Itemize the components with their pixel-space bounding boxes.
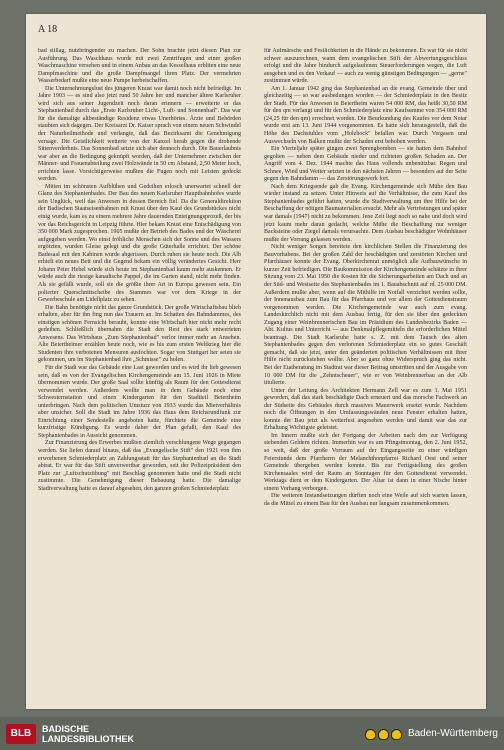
paragraph: Am 1. Januar 1942 ging das Stephanienbad an die evang. Gemeinde über und gleichzeitig — so war ausbedungen worden — der Schmiederplatz in den Besitz der Stadt. Für das Anwesen in Beiertheim waren 54 000 RM, das heißt 30,50 RM für den qm verlangt und für den Schmiederplatz eine Kaufsumme von 354 000 RM (24,25 für den qm) errechnet worden. Die Beurkundung des Kaufes vor dem Notar wurde erst am 13. Juni 1944 vorgenommen. Es hatte sich herausgestellt, daß die Höhe des Dachstuhles vom „Holzbock" befallen war. Durch Vergasen und Auswechseln von Balken mußte der Schaden erst behoben werden. [264, 85, 467, 145]
left-column [38, 48, 241, 696]
viewer-footer [0, 717, 504, 750]
lions-emblem-icon [365, 725, 403, 742]
partner-logo[interactable] [365, 725, 498, 742]
paragraph: Die weiteren Instandsetzungen dürften noch eine Weile auf sich warten lassen, da die Mittel zu einem Bau für den Ausbau nur langsam zusammenkommen. [264, 493, 467, 507]
paragraph: Im Innern mußte sich der Fortgang der Arbeiten nach den zur Verfügung stehenden Geldern richten. Immerhin war es am Pfingstmontag, den 2. Juni 1952, so weit, daß der große Vorraum auf der Eingangsseite zu einer würdigen Feierstunde dem Pfarrherrn der Melanchthonpfarrei Richard Oest und seiner Gemeinde übergeben werden konnte. Bis zur Fertigstellung des großen Kirchensaales wird der Raum an Sonntagen für den Gottesdienst verwendet. Werktags dient er dem Kindergarten. Der Altar ist dann in einer Nische hinter einem Vorhang verborgen. [264, 432, 467, 492]
paragraph: Ein Vierteljahr später gingen zwei Sprengbomben — sie hatten dem Bahnhof gegolten — neben dem Gebäude nieder und richteten großen Schaden an. Der Angriff vom 4. Dez. 1944 machte das Haus vollends unbenützbar. Regen und Schnee, Wind und Wetter setzten in den nächsten Jahren — besonders auf der Seite gegen den Bahndamm — das Zerstörungswerk fort. [264, 146, 467, 183]
paragraph: Für die Stadt war das Gebäude eine Last geworden und es wird ihr lieb gewesen sein, daß es von der Evangelischen Kirchengemeinde am 15. Juni 1926 in Miete übernommen wurde. Der große Saal sollte künftig als Raum für den Gottesdienst verwendet werden. Außerdem wollte man in dem Gebäude noch eine Schwesternstation und einen Kindergarten für den Stadtteil Beiertheim unterbringen. Nach dem politischen Umsturz von 1933 wurde das Mietverhältnis aber unsicher. Soll die Stadt im Jahre 1936 das Haus dem Reichsrundfunk zur Einrichtung einer Sendestelle angeboten hatte, fürchtete die Gemeinde eine kurzfristige Kündigung. Es wurde daher der Plan gefaßt, den Kauf des Stephanienbades in Aussicht genommen. [38, 364, 241, 439]
library-logo[interactable]: BLB [6, 724, 36, 744]
partner-name: Baden-Württemberg [407, 728, 498, 739]
paragraph: Nicht weniger Sorgen bereitete den kirchlichen Stellen die Finanzierung des Bauvorhabens. Bei der großen Zahl der beschädigten und zerstörten Kirchen und Pfarrhäuser konnte der Evang. Oberkirchenrat unmöglich alle Aufbauwünsche in kurzer Zeit befriedigen. Die Baukommission der Kirchengemeinde schätzte in ihrer Sitzung vom 23. Mai 1950 die Kosten für die Sicherungsarbeiten am Dach und an der Süd- und Westseite des Stephanienbades im 1. Bauabschnitt auf rd. 25 000 DM. Außerdem mußte aber, wenn auf die Mithilfe im Notfall verzichtet werden sollte, der Innenausbau zum Bau für das Pfarrhaus und vor allem der Gottesdienstraum vorgenommen werden. Die Kirchengemeinde war auch zum evang. Landeskirchlich nicht mit dem Ausbau fertig, für den sie über den gedeckten Zugang einer Weinbrennerischen Bau im Präsidium des Landesbezirks Baden — Abt. Kultus und Unterricht — aus Denkmalpflegemitteln die erforderlichen Mittel beantragt. Die Stadt Karlsruhe hatte s. Z. mit dem Tausch des alten Stephanienbades gegen den verlorenen Schmiederplatz ein so gutes Geschäft gemacht, daß sie jetzt, unter den geänderten politischen Verhältnissen mit ihrer Hilfe nicht zurückstehen wollte. Aber so ganz ohne Widerspruch ging das nicht. Bei der Etatberatung im Stadtrat war dieser Beitrag umstritten und der Ausgabe von 10 000 DM für die „Zehntscheuer", wie er von Weinbrennerbau an der Alb titulierte. [264, 244, 467, 387]
paragraph: Die Bahn benötigte nicht das ganze Grundstück. Der große Wirtschaftsbau blieb erhalten, aber für ihn fing nun das Trauern an. Im Schatten des Bahndammes, des einstigen schönen Fernsicht beraubt, konnte eine Wirtschaft hier nicht mehr recht gedeihen. Schließlich übernahm die Stadt den Rest des stark entwerteten Anwesens. Das Wirtshaus „Zum Stephanienbad" verlor immer mehr an Ansehen. Alte Beiertheimer erzählen heute noch, wie es bis zum ersten Weltkrieg hier die Studenten ihre verbotenen Mensuren ausfochten. Sogar von Stuttgart her seien sie gekommen, um im Stephanienbad ihre „Schmisse" zu holen. [38, 304, 241, 364]
library-name [42, 724, 134, 744]
paragraph: Nach dem Kriegsende gab die Evang. Kirchengemeinde sich Mühe den Bau wieder instand zu setzen. Unter Hinweis auf die Verhältnisse, die zum Kauf des Stephanienbades geführt hatten, wurde die Stadtverwaltung um ihre Hilfe bei der Beschaffung der nötigen Baumaterialien ersucht. Mehr als Vertröstungen und später war damals (1947) nicht zu bekommen. Jene Zeit liegt noch so nahe und doch wird jetzt kaum mehr daran gedacht, welche Mühe die Beschaffung nur weniger Backsteine oder Ziegel damals verursachte. Dem Ausbau beschädigter Wohnhäuser mußte der Vorrang gelassen werden. [264, 183, 467, 243]
library-name-line1: BADISCHE [42, 723, 90, 734]
library-name-line2: LANDESBIBLIOTHEK [42, 733, 134, 744]
paragraph: Die Unternehmungslust des jüngeren Knust war damit noch nicht befriedigt. Im Jahre 1903 — es sind also jetzt rund 50 Jahre her und mancher ältere Karlsruher wird sich aus seiner Jugendzeit noch daran erinnern — erweiterte er das Stephanienbad durch das „Erste Karlsruher Licht-, Luft- und Sonnenbad". Das war für die damalige altbeständige Residenz etwas Unerhörtes. Ärzte und Behörden staubten sich dagegen. Der Kreisarzt Dr. Kaiser sprach von einem neuen Schwindel der Naturheilmethode und verlangte, daß das Bezirksamt die Genehmigung versage. Die Geistlichkeit wetterte von der Kanzel herab gegen die drohende Sittenverderbnis. Das Sonnenbad setzte sich aber dennoch durch. Die Bauerlaubnis war aber an die Bedingung geknüpft worden, daß der Unternehmer zwischen der Männer- und Frauenabteilung zwei Holzwände in 50 cm Abstand, 2,50 Meter hoch, errichten lasse. Vorsichtigerweise mußten die Fugen noch mit Leisten gedeckt werden. [38, 85, 241, 183]
paragraph: für Aufmärsche und Festlichkeiten in die Hände zu bekommen. Es war für sie nicht schwer auszurechnen, wann dem evangelischen Stift der Abwertungsgeschluss erfolgt und die Jahre hindurch aufgelaufenen Steuerforderungen wegen, die Luft ausgehen und es den Verkauf — auch zu wenig günstigen Bedingungen — „gerne" zustimmen würde. [264, 48, 467, 85]
paragraph: Unter der Leitung des Architekten Hermann Zell war es zum 1. Mai 1951 geworden, daß das stark beschädigte Dach erneuert und das morsche Fachwerk an der Südseite des Gebäudes durch massives Mauerwerk ersetzt wurde. Nachdem noch die Öffnungen in den Umfassungswänden neue Fenster erhalten hatten, konnte der Bau jetzt als wetterfest angesehen werden und damit war das zur Erhaltung Wichtigste geleistet. [264, 387, 467, 432]
scanned-page [26, 14, 486, 709]
right-column [264, 48, 467, 696]
paragraph: Mitten im schönsten Aufblühen und Gedeihen erlosch unerwartet schnell der Glanz des Stephanienbades. Der Bau des neuen Karlsruher Hauptbahnhofes wurde sein Unglück, weil das Anwesen in dessen Bereich fiel. Da die Generaldirektion der Badischen Staatseisenbahnen mit Knust über den Kauf des Grundstückes nicht einig wurde, kam es zu einem mehrere Jahre dauernden Enteignungsprozeß, der bis vor das Reichsgericht in Leipzig führte. Hier bekam Knust eine Entschädigung von 350 000 Mark zugesprochen. 1905 mußte der Betrieb des Bades und der Wäscherei aufgegeben werden. Wo einst fröhliche Menschen sich der Sonne und des Wassers ergötzten, wurden Gleise gelegt und die große Güterhalle errichtet. Der schöne Badesaal mit den Kabinen wurde abgerissen. Durch ruhen sie heute noch. Die Alb erhielt ein neues Bett und die Gegend bekam ein völlig verändertes Gesicht. Herr Johann Peter Hebel würde sich heute im Stephanienbad kaum mehr auskennen. Er würde auch die riesige kanadische Pappel, die im Garten stand, nicht mehr finden. Als sie gefällt wurde, soll sie die größte ihrer Art in Europa gewesen sein. Ein polierter Querschnittscheibe des Stammes war vor dem Kriege in der Gewerbeschule am Lidellplatz zu sehen. [38, 183, 241, 304]
paragraph: Zur Finanzierung des Erwerbes mußten ziemlich verschlungene Wege gegangen werden. Sie liefen darauf hinaus, daß das „Evangelische Stift" den 1921 von ihm erworbenen Schmiederplatz an Zahlungsstatt für das Stephanienbad an die Stadt abtrat. Er war für das Stift unverwertbar geworden, seit der Polizeipräsident den Platz zur „Luftschutzübung" mit Beschlag genommen hatte und die Stadt nicht zustimmte. Die Genehmigung dieser Bebauung hatte. Die damalige Stadtverwaltung hatte es darauf abgesehen, den ganzen großen Schmiederplatz [38, 440, 241, 492]
paragraph: bad stillag, nutzbringender zu machen. Der Sohn brachte jetzt diesen Plan zur Ausführung. Das Waschhaus wurde mit zwei Zentrifugen und einer großen Waschmaschine versehen und in einem Anbau an das Kesselhaus erbliten eine neue Dampfmaschine und die große Dampfmangel ihren Platz. Der vermehrten Wasserbedarf mußte eine neue Pumpe herbeischaffen. [38, 48, 241, 85]
page-number: A 18 [38, 24, 58, 35]
